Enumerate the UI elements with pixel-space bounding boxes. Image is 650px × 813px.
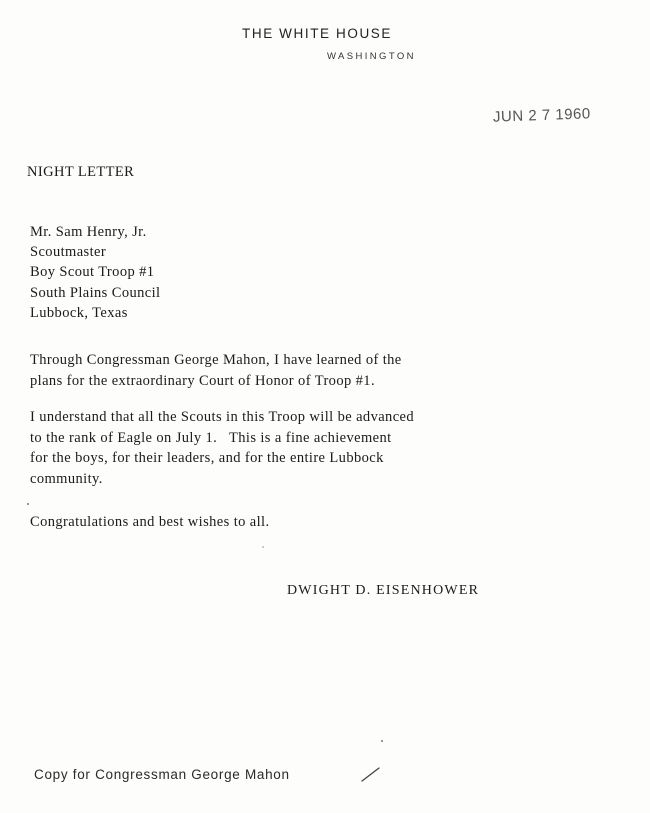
recipient-council: South Plains Council (30, 284, 161, 301)
paper-speck (381, 740, 383, 742)
copy-note: Copy for Congressman George Mahon (34, 767, 290, 782)
body-paragraph-2 (30, 407, 414, 489)
recipient-troop: Boy Scout Troop #1 (30, 264, 155, 281)
body-line: community. (30, 470, 103, 487)
date-stamp: JUN 2 7 1960 (492, 105, 592, 126)
body-line: plans for the extraordinary Court of Honor of Troop #1. (30, 372, 375, 389)
recipient-address (30, 222, 160, 323)
signature-block: DWIGHT D. EISENHOWER (287, 583, 480, 598)
letterhead-title: THE WHITE HOUSE (242, 26, 393, 41)
body-paragraph-1 (30, 350, 402, 391)
body-line: Congratulations and best wishes to all. (30, 514, 270, 530)
body-paragraph-3 (30, 512, 270, 533)
body-line: for the boys, for their leaders, and for the entire Lubbock (30, 450, 384, 466)
check-mark-icon (360, 766, 382, 784)
paper-speck (27, 503, 29, 505)
recipient-name: Mr. Sam Henry, Jr. (30, 224, 147, 240)
body-line: I understand that all the Scouts in this Troop will be advanced (30, 409, 415, 425)
body-line: to the rank of Eagle on July 1. This is a fine achievement (30, 429, 392, 446)
body-line: Through Congressman George Mahon, I have learned of the (30, 352, 402, 368)
recipient-title: Scoutmaster (30, 244, 107, 261)
recipient-city: Lubbock, Texas (30, 304, 128, 321)
paper-speck (262, 546, 264, 548)
document-type: NIGHT LETTER (27, 164, 135, 180)
letterhead-location: WASHINGTON (327, 51, 416, 62)
